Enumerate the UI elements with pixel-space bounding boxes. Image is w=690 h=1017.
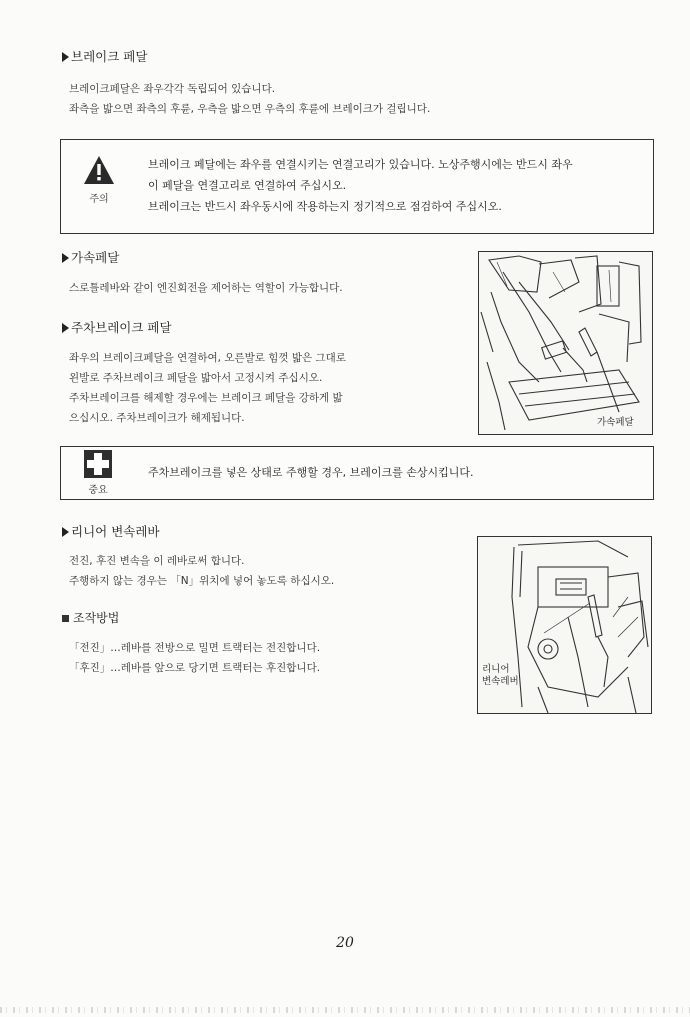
important-label: 중요 [88, 485, 108, 496]
accel-pedal-line-1: 스로틀레바와 같이 엔진회전을 제어하는 역할이 가능합니다. [69, 282, 343, 294]
linear-lever-line-1: 전진, 후진 변속을 이 레바로써 합니다. [69, 555, 245, 567]
caution-label: 주의 [89, 194, 109, 205]
lever-figure-label-line1: 리니어 [482, 664, 510, 675]
accel-pedal-figure-label: 가속페달 [597, 417, 634, 428]
caution-line-3: 브레이크는 반드시 좌우동시에 작용하는지 정기적으로 점검하여 주십시오. [148, 200, 502, 213]
brake-pedal-heading: 브레이크 페달 [62, 47, 147, 65]
important-box [60, 446, 654, 500]
linear-lever-illustration [477, 536, 652, 714]
linear-lever-heading: 리니어 변속레바 [62, 522, 160, 540]
accel-pedal-heading: 가속페달 [62, 248, 119, 266]
triangle-bullet-icon [62, 52, 69, 62]
caution-box [60, 139, 654, 234]
caution-line-1: 브레이크 페달에는 좌우를 연결시키는 연결고리가 있습니다. 노상주행시에는 반드시 좌우 [148, 158, 573, 171]
caution-line-2: 이 페달을 연결고리로 연결하여 주십시오. [148, 179, 347, 192]
operation-line-2: 「후진」…레바를 앞으로 당기면 트랙터는 후진합니다. [69, 662, 321, 674]
linear-lever-line-2: 주행하지 않는 경우는 「N」위치에 넣어 놓도록 하십시오. [69, 575, 335, 587]
warning-icon [82, 154, 116, 186]
brake-pedal-line-1: 브레이크페달은 좌우각각 독립되어 있습니다. [69, 83, 276, 95]
parking-brake-line-1: 좌우의 브레이크페달을 연결하여, 오른발로 힘껏 밟은 그대로 [69, 352, 346, 364]
accel-pedal-illustration [478, 251, 653, 435]
operation-line-1: 「전진」…레바를 전방으로 밀면 트랙터는 전진합니다. [69, 642, 321, 654]
lever-figure-label-line2: 변속레버 [482, 676, 519, 687]
important-cross-icon [84, 450, 112, 478]
operation-heading: 조작방법 [62, 609, 119, 626]
triangle-bullet-icon [62, 527, 69, 537]
scan-artifact-divider [0, 1007, 690, 1013]
parking-brake-line-2: 왼발로 주차브레이크 페달을 밟아서 고정시켜 주십시오. [69, 372, 323, 384]
pedal-drawing [479, 252, 652, 434]
parking-brake-heading: 주차브레이크 페달 [62, 318, 172, 336]
parking-brake-line-3: 주차브레이크를 해제할 경우에는 브레이크 페달을 강하게 밟 [69, 392, 343, 404]
page-number: 20 [336, 935, 354, 951]
triangle-bullet-icon [62, 323, 69, 333]
triangle-bullet-icon [62, 253, 69, 263]
important-line: 주차브레이크를 넣은 상태로 주행할 경우, 브레이크를 손상시킵니다. [148, 466, 474, 479]
square-bullet-icon [62, 615, 69, 622]
parking-brake-line-4: 으십시오. 주차브레이크가 해제됩니다. [69, 412, 245, 424]
brake-pedal-line-2: 좌측을 밟으면 좌측의 후륜, 우측을 밟으면 우측의 후륜에 브레이크가 걸립니다. [69, 103, 431, 115]
